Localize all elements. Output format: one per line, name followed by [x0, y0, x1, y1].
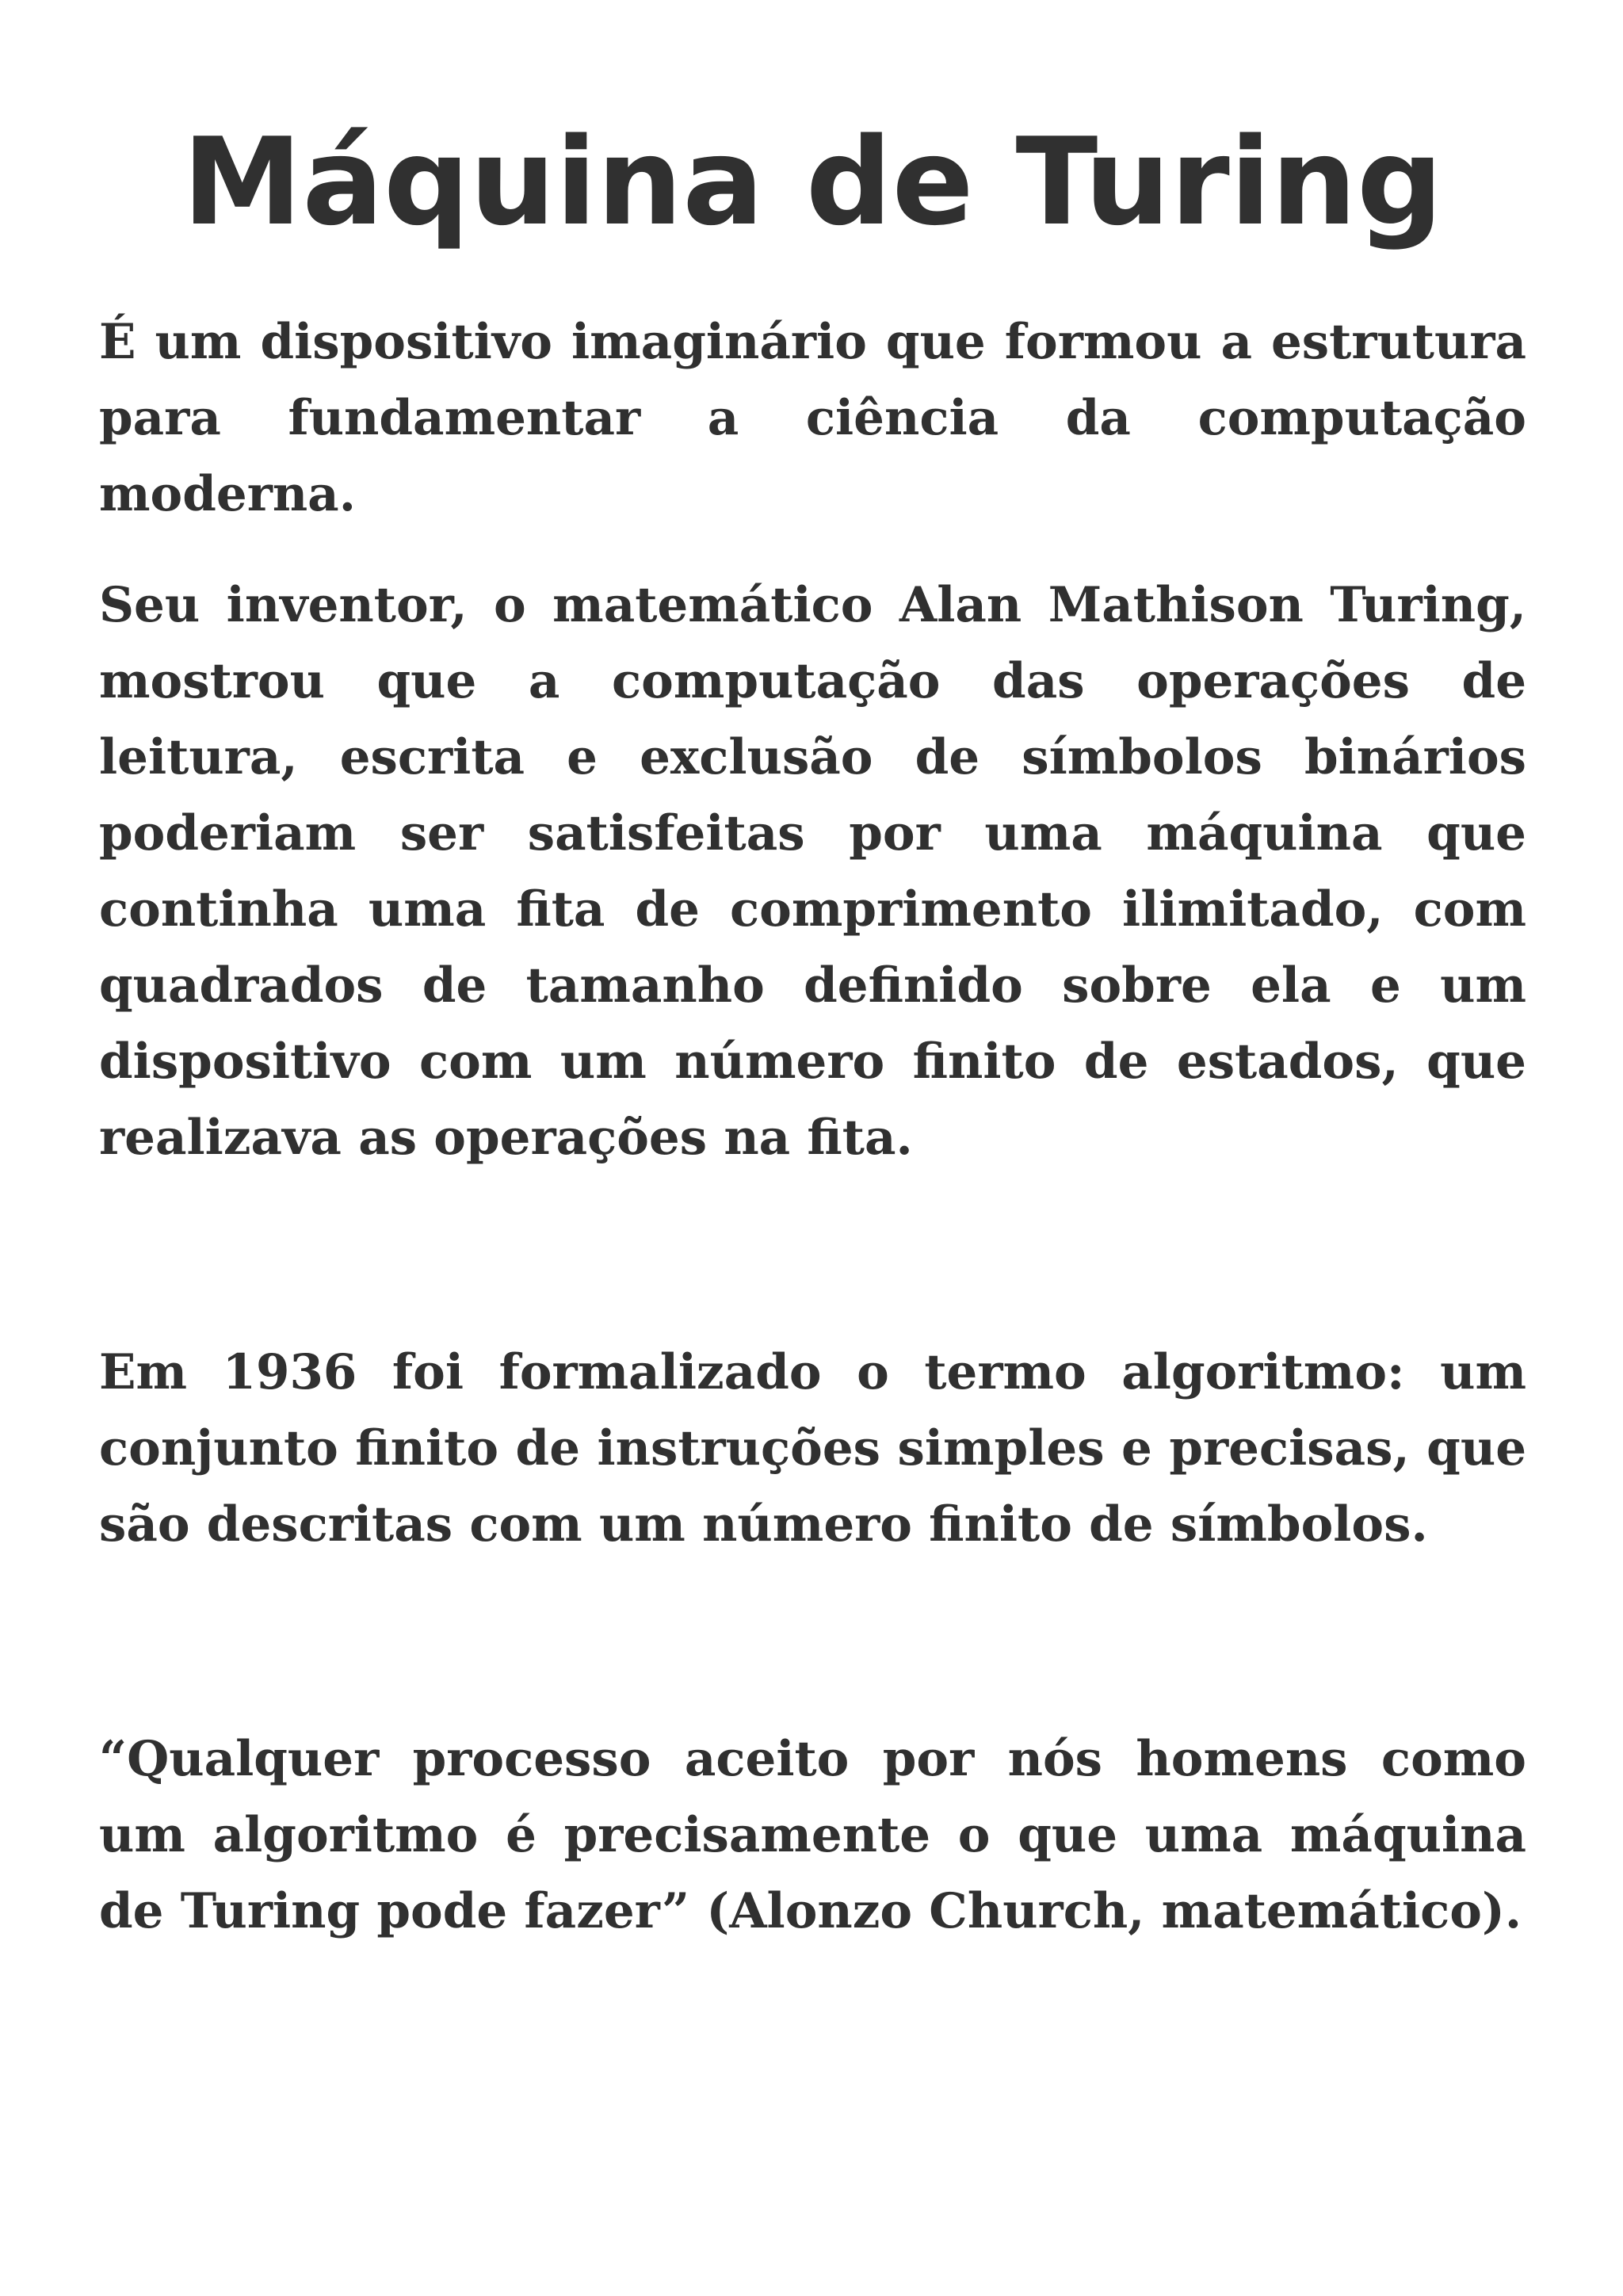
page-title: Máquina de Turing: [182, 112, 1443, 252]
paragraph-inventor: Seu inventor, o matemático Alan Mathison Turing, mostrou que a computação das operações de leitura, escrita e exclusão de símbolos binários poderiam ser satisfeitas por uma máquina que continha uma fita de comprimento ilimitado, com quadrados de tamanho definido sobre ela e um dispositivo com um número finito de estados, que realizava as operações na fita.: [99, 577, 1526, 1166]
paragraph-quote: “Qualquer processo aceito por nós homens como um algoritmo é precisamente o que uma máquina de Turing pode fazer” (Alonzo Church, matemático).: [99, 1731, 1526, 1939]
paragraph-definition: É um dispositivo imaginário que formou a estrutura para fundamentar a ciência da computação moderna.: [99, 314, 1526, 522]
paragraph-algorithm: Em 1936 foi formalizado o termo algoritmo: um conjunto finito de instruções simples e precisas, que são descritas com um número finito de símbolos.: [99, 1344, 1526, 1553]
